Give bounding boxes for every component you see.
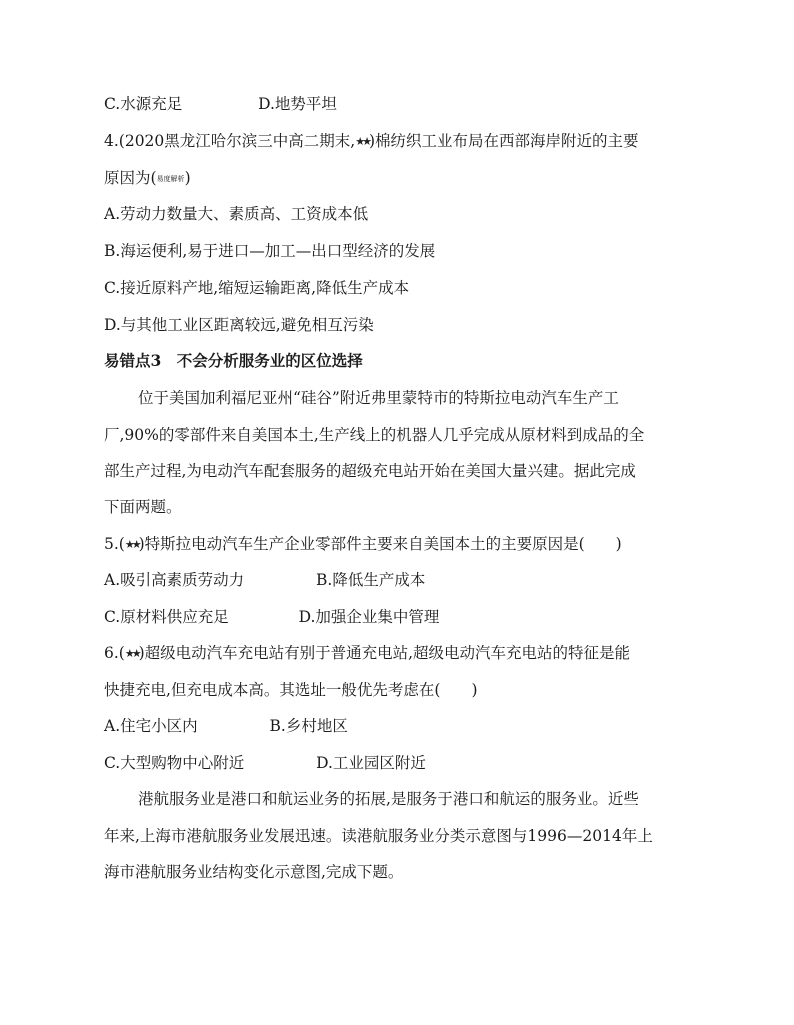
q5-option-a: A.吸引高素质劳动力 [104, 571, 245, 589]
q4-source: 4.(2020黑龙江哈尔滨三中高二期末, [104, 132, 356, 150]
q5-option-d: D.加强企业集中管理 [298, 608, 440, 626]
difficulty-star-icon: ★★ [124, 538, 139, 551]
passage2-line1: 港航服务业是港口和航运业务的拓展,是服务于港口和航运的服务业。近些 [138, 790, 639, 808]
passage1-line3: 部生产过程,为电动汽车配套服务的超级充电站开始在美国大量兴建。据此完成 [104, 462, 636, 480]
q4-option-c: C.接近原料产地,缩短运输距离,降低生产成本 [104, 279, 410, 297]
q6-option-c: C.大型购物中心附近 [104, 754, 245, 772]
q5-options-row1 [104, 570, 425, 590]
q5-option-c: C.原材料供应充足 [104, 608, 229, 626]
section-heading: 易错点3 不会分析服务业的区位选择 [104, 351, 363, 370]
q4-option-d: D.与其他工业区距离较远,避免相互污染 [104, 316, 374, 334]
passage1-line2: 厂,90%的零部件来自美国本土,生产线上的机器人几乎完成从原材料到成品的全 [104, 426, 645, 444]
q4-stem-line2 [104, 168, 191, 189]
q5-stem-text: )特斯拉电动汽车生产企业零部件主要来自美国本土的主要原因是( ) [138, 535, 622, 553]
q6-stem-line1 [104, 643, 630, 664]
q6-option-a: A.住宅小区内 [104, 717, 198, 735]
q6-stem-line2: 快捷充电,但充电成本高。其选址一般优先考虑在( ) [104, 681, 478, 699]
q5-option-b: B.降低生产成本 [316, 571, 426, 589]
q4-stem-line2-text: 原因为( [104, 169, 157, 187]
difficulty-star-icon: ★★ [124, 647, 139, 660]
q4-stem-line2-close: ) [184, 169, 191, 187]
passage1-line1: 位于美国加利福尼亚州“硅谷”附近弗里蒙特市的特斯拉电动汽车生产工 [138, 389, 619, 407]
analysis-tag: 易度解析 [156, 175, 185, 183]
q5-options-row2 [104, 607, 439, 627]
q6-options-row1 [104, 716, 348, 736]
q4-option-a: A.劳动力数量大、素质高、工资成本低 [104, 205, 369, 223]
q4-stem-line1 [104, 131, 639, 152]
q5-stem [104, 534, 622, 555]
passage1-line4: 下面两题。 [104, 498, 182, 516]
q6-option-d: D.工业园区附近 [316, 754, 426, 772]
q4-stem-text: )棉纺织工业布局在西部海岸附近的主要 [368, 132, 639, 150]
q3-option-c: C.水源充足 [104, 95, 183, 113]
q4-option-b: B.海运便利,易于进口—加工—出口型经济的发展 [104, 242, 436, 260]
q3-option-d: D.地势平坦 [258, 95, 337, 113]
passage2-line2: 年来,上海市港航服务业发展迅速。读港航服务业分类示意图与1996—2014年上 [104, 827, 653, 845]
q6-number: 6.( [104, 644, 125, 662]
q6-options-row2 [104, 753, 426, 773]
passage2-line3: 海市港航服务业结构变化示意图,完成下题。 [104, 863, 404, 881]
q3-options-row [104, 94, 337, 114]
q6-option-b: B.乡村地区 [269, 717, 348, 735]
q6-stem-text: )超级电动汽车充电站有别于普通充电站,超级电动汽车充电站的特征是能 [138, 644, 631, 662]
difficulty-star-icon: ★★ [355, 135, 369, 148]
q5-number: 5.( [104, 535, 125, 553]
